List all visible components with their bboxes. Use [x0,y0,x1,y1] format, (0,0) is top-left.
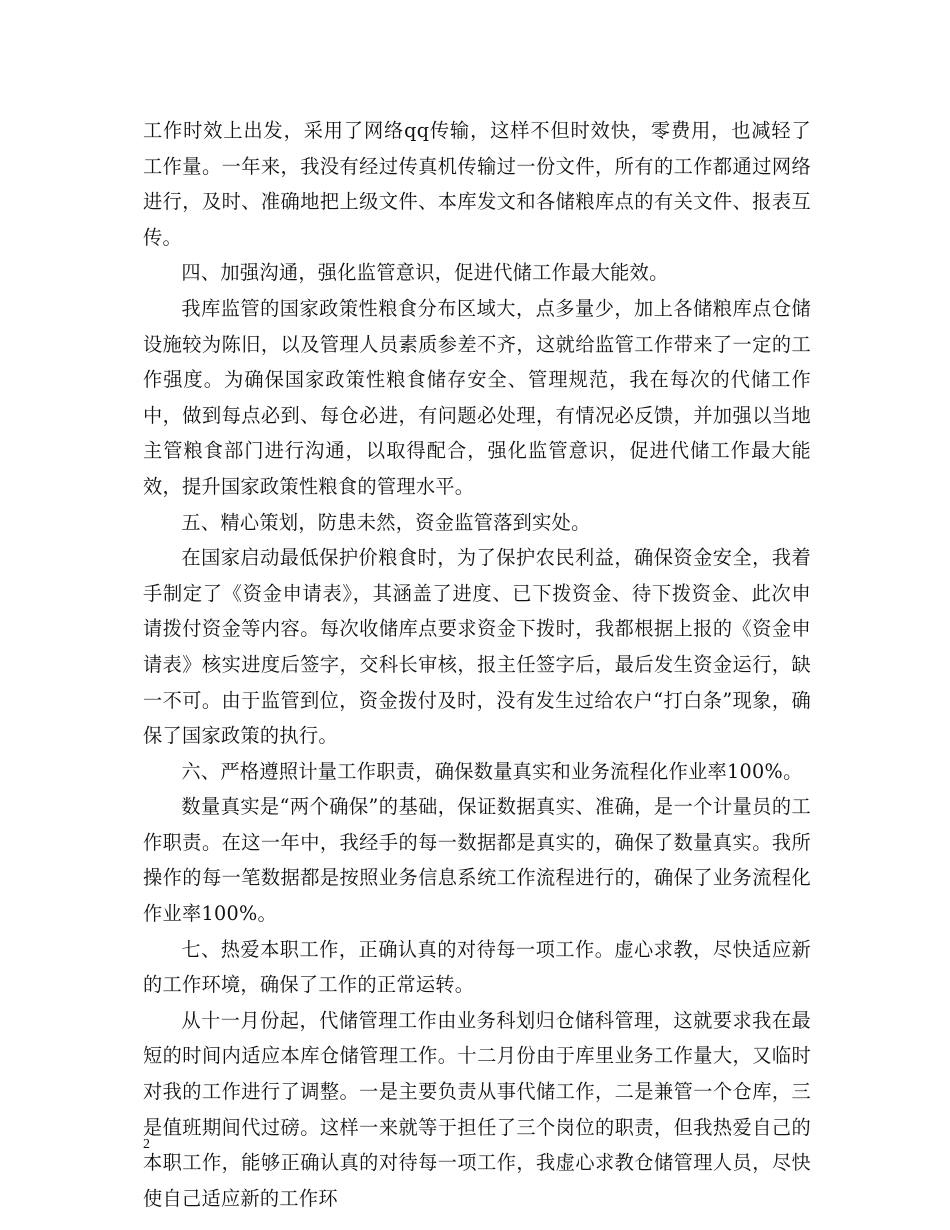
paragraph-job-adjustment: 从十一月份起，代储管理工作由业务科划归仓储科管理，这就要求我在最短的时间内适应本库仓储管理工作。十二月份由于库里业务工作量大，又临时对我的工作进行了调整。一是主要负责从事代储工作，二是兼管一个仓库，三是值班期间代过磅。这样一来就等于担任了三个岗位的职责，但我热爱自己的本职工作，能够正确认真的对待每一项工作，我虚心求教仓储管理人员，尽快使自己适应新的工作环 [143,1008,811,1210]
paragraph-funds: 在国家启动最低保护价粮食时，为了保护农民利益，确保资金安全，我着手制定了《资金申请表》，其涵盖了进度、已下拨资金、待下拨资金、此次申请拨付资金等内容。每次收储库点要求资金下拨时，我都根据上报的《资金申请表》核实进度后签字，交科长审核，报主任签字后，最后发生资金运行，缺一不可。由于监管到位，资金拨付及时，没有发生过给农户“打白条”现象，确保了国家政策的执行。 [143,546,811,748]
page-number: 2 [143,1137,150,1152]
section-heading-6: 六、严格遵照计量工作职责，确保数量真实和业务流程化作业率100%。 [181,759,803,783]
section-heading-7: 七、热爱本职工作，正确认真的对待每一项工作。虚心求教，尽快适应新的工作环境，确保了工作的正常运转。 [143,937,811,997]
paragraph-continuation: 工作时效上出发，采用了网络qq传输，这样不但时效快，零费用，也减轻了工作量。一年来，我没有经过传真机传输过一份文件，所有的工作都通过网络进行，及时、准确地把上级文件、本库发文和各储粮库点的有关文件、报表互传。 [143,119,811,249]
section-heading-5: 五、精心策划，防患未然，资金监管落到实处。 [181,510,591,534]
paragraph-data-accuracy: 数量真实是“两个确保”的基础，保证数据真实、准确，是一个计量员的工作职责。在这一年中，我经手的每一数据都是真实的，确保了数量真实。我所操作的每一笔数据都是按照业务信息系统工作流程进行的，确保了业务流程化作业率100%。 [143,795,811,926]
section-heading-4: 四、加强沟通，强化监管意识，促进代储工作最大能效。 [181,261,669,285]
paragraph-supervision: 我库监管的国家政策性粮食分布区域大，点多量少，加上各储粮库点仓储设施较为陈旧，以及管理人员素质参差不齐，这就给监管工作带来了一定的工作强度。为确保国家政策性粮食储存安全、管理规范，我在每次的代储工作中，做到每点必到、每仓必进，有问题必处理，有情况必反馈，并加强以当地主管粮食部门进行沟通，以取得配合，强化监管意识，促进代储工作最大能效，提升国家政策性粮食的管理水平。 [143,296,811,498]
document-body [143,113,811,1216]
